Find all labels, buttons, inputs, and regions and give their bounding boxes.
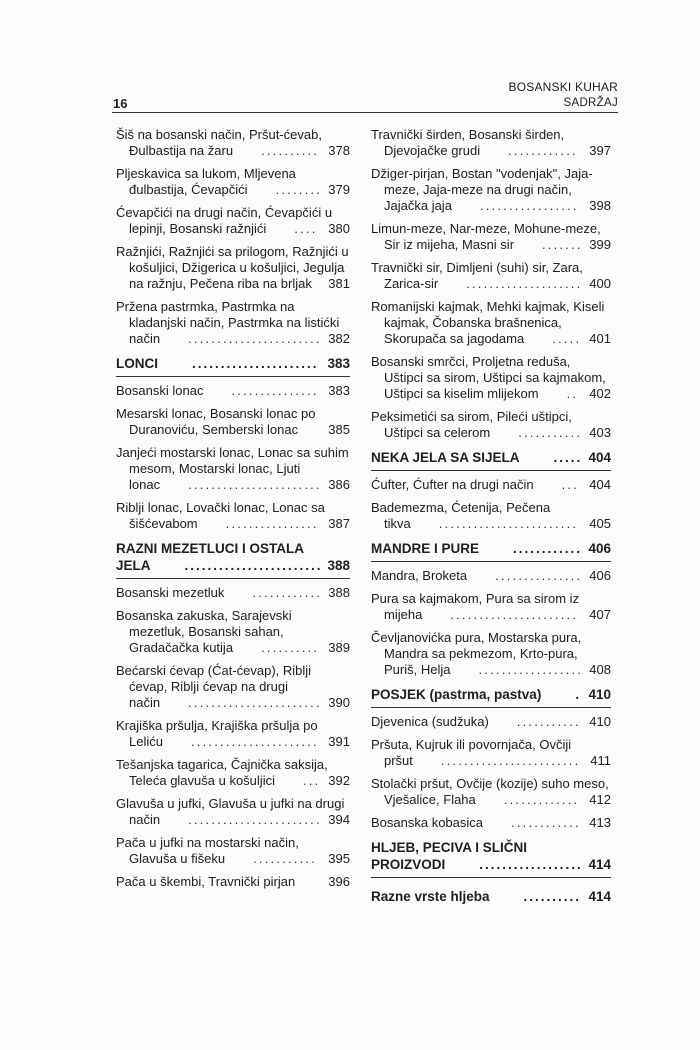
page-reference: 387 xyxy=(328,516,350,531)
dot-leader: ... xyxy=(561,477,580,492)
page-reference: 399 xyxy=(589,237,611,252)
page-reference: 404 xyxy=(588,450,611,465)
page-reference: 405 xyxy=(589,516,611,531)
page-reference: 404 xyxy=(589,477,611,492)
page-reference: 391 xyxy=(328,734,350,749)
section-title: LONCI xyxy=(116,356,158,371)
dot-leader: .................. xyxy=(479,857,583,872)
page-reference: 390 xyxy=(328,695,350,710)
section-title: POSJEK (pastrma, pastva) xyxy=(371,687,542,702)
page-reference: 392 xyxy=(328,773,350,788)
entry-title: Romanijski kajmak, Mehki kajmak, Kiseli kajmak, Čobanska brašnenica, Skorupača sa jagodama xyxy=(371,299,605,346)
page-reference: 406 xyxy=(589,568,611,583)
page-header xyxy=(0,0,700,120)
toc-entry xyxy=(116,500,350,532)
dot-leader: ............. xyxy=(503,792,580,807)
page-reference: 381 xyxy=(328,276,350,291)
page-reference: 411 xyxy=(590,753,611,768)
toc-entry xyxy=(371,630,611,678)
entry-title: Janjeći mostarski lonac, Lonac sa suhim mesom, Mostarski lonac, Ljuti lonac xyxy=(116,445,349,492)
entry-title: Djevenica (sudžuka) xyxy=(371,714,489,729)
dot-leader: ... xyxy=(302,773,321,788)
toc-entry xyxy=(116,166,350,198)
entry-title: Ćufter, Ćufter na drugi način xyxy=(371,477,534,492)
dot-leader: ............... xyxy=(231,383,319,398)
toc-entry xyxy=(371,354,611,402)
page-reference: 398 xyxy=(589,198,611,213)
section-title: MANDRE I PURE xyxy=(371,541,480,556)
running-section-title: SADRŽAJ xyxy=(563,97,618,109)
dot-leader: .......... xyxy=(261,640,320,655)
entry-title: Bosanski mezetluk xyxy=(116,585,225,600)
page-reference: 400 xyxy=(589,276,611,291)
dot-leader: ............ xyxy=(252,585,323,600)
toc-entry xyxy=(371,568,611,584)
dot-leader: ............ xyxy=(513,541,583,556)
entry-title: Travnički širden, Bosanski širden, Djevojačke grudi xyxy=(371,127,565,158)
dot-leader: ............ xyxy=(508,143,578,158)
dot-leader: . xyxy=(575,687,582,702)
dot-leader: ....... xyxy=(542,237,583,252)
entry-title: Tešanjska tagarica, Čajnička saksija, Teleća glavuša u košuljici xyxy=(116,757,328,788)
toc-left-column xyxy=(116,127,350,897)
entry-title: Pača u škembi, Travnički pirjan xyxy=(116,874,296,889)
page-reference: 385 xyxy=(328,422,350,437)
dot-leader: ........................ xyxy=(184,558,323,573)
section-title: HLJEB, PECIVA I SLIČNI PROIZVODI xyxy=(371,840,528,872)
entry-title: Travnički sir, Dimljeni (suhi) sir, Zara, Zarica-sir xyxy=(371,260,583,291)
dot-leader: ............... xyxy=(495,568,583,583)
toc-entry xyxy=(116,299,350,347)
entry-title: Pršuta, Kujruk ili povornjača, Ovčiji pršut xyxy=(371,737,572,768)
page-reference: 413 xyxy=(589,815,611,830)
page-reference: 386 xyxy=(328,477,350,492)
page-reference: 388 xyxy=(328,585,350,600)
toc-entry xyxy=(116,796,350,828)
dot-leader: ........................ xyxy=(438,516,579,531)
page-reference: 380 xyxy=(328,221,350,236)
dot-leader: ............ xyxy=(511,815,581,830)
toc-section-heading xyxy=(116,355,350,377)
page-reference: 383 xyxy=(328,383,350,398)
toc-entry xyxy=(116,608,350,656)
toc-entry xyxy=(371,409,611,441)
entry-title: Pljeskavica sa lukom, Mljevena đulbastija, Ćevapčići xyxy=(116,166,296,197)
toc-entry xyxy=(116,127,350,159)
toc-entry xyxy=(371,477,611,493)
page-reference: 379 xyxy=(328,182,350,197)
dot-leader: ...................... xyxy=(190,734,319,749)
entry-title: Pača u jufki na mostarski način, Glavuša u fišeku xyxy=(116,835,299,866)
toc-entry xyxy=(116,663,350,711)
header-rule xyxy=(112,112,618,113)
entry-title: Krajiška pršulja, Krajiška pršulja po Leliću xyxy=(116,718,318,749)
section-title: Razne vrste hljeba xyxy=(371,889,490,904)
toc-entry xyxy=(116,244,350,292)
page-reference: 397 xyxy=(589,143,611,158)
entry-title: Bećarski ćevap (Ćat-ćevap), Riblji ćevap, Riblji ćevap na drugi način xyxy=(116,663,312,710)
dot-leader: .................. xyxy=(478,662,584,677)
entry-title: Ražnjići, Ražnjići sa prilogom, Ražnjići u košuljici, Džigerica u košuljici, Jegulja na ražnju, Pečena riba na brljak xyxy=(116,244,349,291)
dot-leader: .... xyxy=(294,221,318,236)
page-reference: 403 xyxy=(589,425,611,440)
dot-leader: .......... xyxy=(523,889,582,904)
dot-leader: ....................... xyxy=(188,812,322,827)
page-reference: 382 xyxy=(328,331,350,346)
entry-title: Šiš na bosanski način, Pršut-ćevab, Đulbastija na žaru xyxy=(116,127,322,158)
dot-leader: ........... xyxy=(253,851,318,866)
section-title: NEKA JELA SA SIJELA xyxy=(371,450,520,465)
page-reference: 412 xyxy=(589,792,611,807)
toc-entry xyxy=(116,874,350,890)
dot-leader: .. xyxy=(566,386,579,401)
toc-entry xyxy=(116,205,350,237)
toc-right-column xyxy=(371,127,611,915)
toc-entry xyxy=(371,260,611,292)
toc-entry xyxy=(116,835,350,867)
toc-section-heading xyxy=(371,540,611,562)
section-title: RAZNI MEZETLUCI I OSTALA JELA xyxy=(116,541,304,573)
page-reference: 395 xyxy=(328,851,350,866)
entry-title: Džiger-pirjan, Bostan "vodenjak", Jaja-meze, Jaja-meze na drugi način, Jajačka jaja xyxy=(371,166,593,213)
toc-entry xyxy=(371,714,611,730)
entry-title: Pura sa kajmakom, Pura sa sirom iz mijeha xyxy=(371,591,580,622)
page-reference: 389 xyxy=(328,640,350,655)
toc-entry xyxy=(116,383,350,399)
dot-leader: .................... xyxy=(466,276,583,291)
dot-leader: ....................... xyxy=(188,331,322,346)
running-title: BOSANSKI KUHAR xyxy=(508,80,618,94)
toc-entry xyxy=(371,591,611,623)
toc-section-heading xyxy=(371,449,611,471)
dot-leader: ........... xyxy=(516,714,581,729)
page-reference: 383 xyxy=(327,356,350,371)
dot-leader: ....................... xyxy=(188,477,322,492)
entry-title: Ćevapčići na drugi način, Ćevapčići u lepinji, Bosanski ražnjići xyxy=(116,205,333,236)
page-reference: 396 xyxy=(328,874,350,889)
toc-section-heading xyxy=(371,686,611,708)
entry-title: Mesarski lonac, Bosanski lonac po Duranoviću, Semberski lonac xyxy=(116,406,316,437)
toc-section-heading xyxy=(116,540,350,579)
dot-leader: ................. xyxy=(479,198,579,213)
entry-title: Pržena pastrmka, Pastrmka na kladanjski način, Pastrmka na listićki način xyxy=(116,299,340,346)
toc-section-heading xyxy=(371,839,611,878)
entry-title: Glavuša u jufki, Glavuša u jufki na drugi način xyxy=(116,796,345,827)
entry-title: Bosanski lonac xyxy=(116,383,204,398)
toc-entry xyxy=(371,166,611,214)
page-reference: 388 xyxy=(327,558,350,573)
page-reference: 410 xyxy=(589,714,611,729)
entry-title: Riblji lonac, Lovački lonac, Lonac sa šišćevabom xyxy=(116,500,325,531)
entry-title: Stolački pršut, Ovčije (kozije) suho meso, Vješalice, Flaha xyxy=(371,776,609,807)
page-reference: 410 xyxy=(588,687,611,702)
page-reference: 401 xyxy=(589,331,611,346)
toc-entry xyxy=(371,815,611,831)
dot-leader: ..... xyxy=(553,450,583,465)
dot-leader: .......... xyxy=(261,143,320,158)
dot-leader: ...................... xyxy=(192,356,319,371)
dot-leader: ........... xyxy=(518,425,583,440)
entry-title: Mandra, Broketa xyxy=(371,568,468,583)
page-reference: 406 xyxy=(588,541,611,556)
toc-entry xyxy=(371,127,611,159)
dot-leader: ........ xyxy=(275,182,323,197)
page-reference: 402 xyxy=(589,386,611,401)
toc-entry xyxy=(371,221,611,253)
toc-entry xyxy=(371,776,611,808)
page-number: 16 xyxy=(113,96,128,111)
page-reference: 414 xyxy=(588,857,611,872)
toc-section-heading xyxy=(371,888,611,909)
entry-title: Limun-meze, Nar-meze, Mohune-meze, Sir iz mijeha, Masni sir xyxy=(371,221,601,252)
page-reference: 407 xyxy=(589,607,611,622)
toc-entry xyxy=(116,757,350,789)
entry-title: Bademezma, Ćetenija, Pečena tikva xyxy=(371,500,551,531)
toc-entry xyxy=(371,500,611,532)
toc-entry xyxy=(116,585,350,601)
entry-title: Čevljanovićka pura, Mostarska pura, Mandra sa pekmezom, Krto-pura, Puriš, Helja xyxy=(371,630,582,677)
dot-leader: ....................... xyxy=(188,695,322,710)
entry-title: Bosanski smrčci, Proljetna reduša, Uštipci sa sirom, Uštipci sa kajmakom, Uštipci sa kiselim mlijekom xyxy=(371,354,606,401)
page-reference: 414 xyxy=(588,889,611,904)
dot-leader: ...................... xyxy=(450,607,579,622)
toc-entry xyxy=(371,299,611,347)
entry-title: Bosanska zakuska, Sarajevski mezetluk, Bosanski sahan, Gradačačka kutija xyxy=(116,608,292,655)
toc-entry xyxy=(116,445,350,493)
dot-leader: ........................ xyxy=(440,753,581,768)
toc-entry xyxy=(371,737,611,769)
page-reference: 378 xyxy=(328,143,350,158)
dot-leader: ................ xyxy=(225,516,319,531)
dot-leader: ..... xyxy=(552,331,582,346)
toc-entry xyxy=(116,718,350,750)
toc-entry xyxy=(116,406,350,438)
page-reference: 394 xyxy=(328,812,350,827)
entry-title: Peksimetići sa sirom, Pileći uštipci, Uštipci sa celerom xyxy=(371,409,572,440)
entry-title: Bosanska kobasica xyxy=(371,815,484,830)
page-reference: 408 xyxy=(589,662,611,677)
